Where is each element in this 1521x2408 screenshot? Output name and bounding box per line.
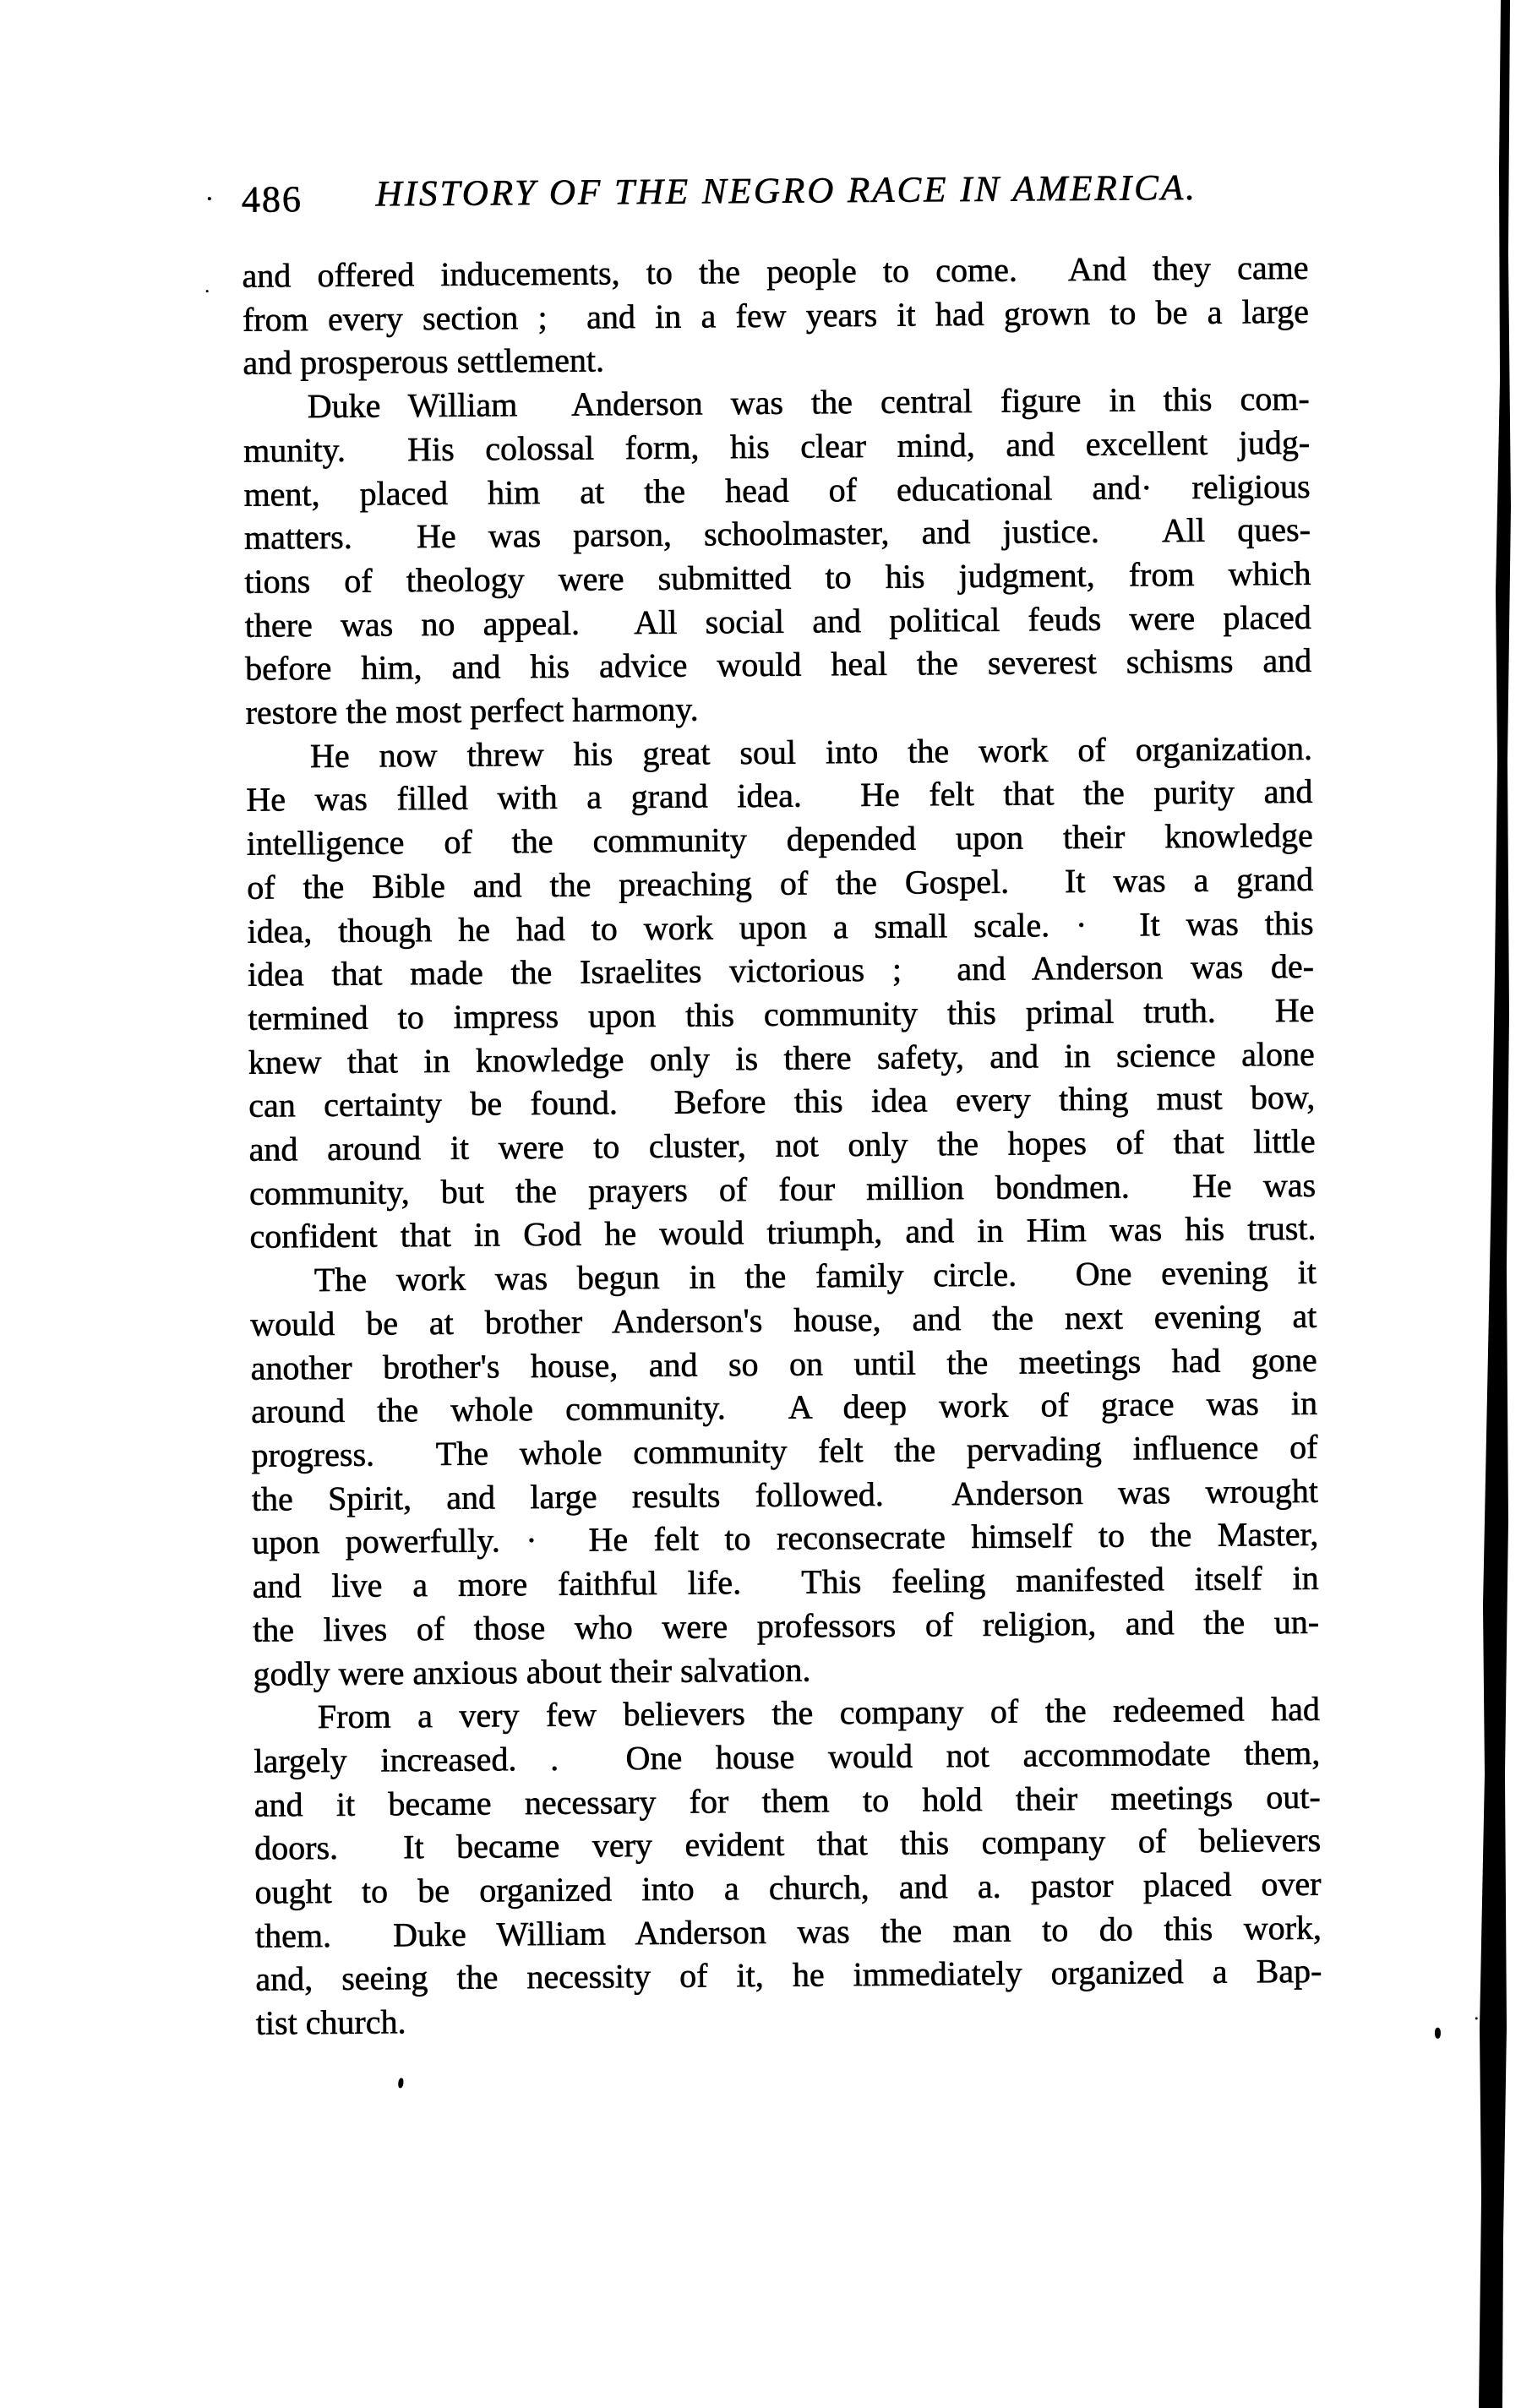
text-line: doors. It became very evident that this company of believers	[254, 1821, 1322, 1868]
text-line: intelligence of the community depended upon their knowledge	[246, 815, 1313, 863]
text-line: From a very few believers the company of the redeemed had	[317, 1690, 1321, 1736]
text-line: progress. The whole community felt the pervading influence of	[251, 1427, 1318, 1474]
text-line: godly were anxious about their salvation.	[253, 1650, 811, 1693]
text-line: matters. He was parson, schoolmaster, and justice. All ques-	[243, 510, 1311, 557]
text-line: munity. His colossal form, his clear mind, and excellent judg-	[243, 422, 1311, 470]
ink-speck	[206, 290, 209, 292]
text-line: upon powerfully. · He felt to reconsecrate himself to the Master,	[252, 1515, 1319, 1562]
page-number: 486	[241, 178, 303, 221]
text-line: can certainty be found. Before this idea every thing must bow,	[248, 1078, 1316, 1125]
ink-speck	[1435, 2028, 1441, 2039]
body-text	[242, 246, 1322, 2046]
text-line: The work was begun in the family circle. One evening it	[313, 1253, 1317, 1299]
paragraph	[254, 1687, 1322, 2046]
text-line: community, but the prayers of four million bondmen. He was	[248, 1165, 1317, 1212]
text-line: largely increased. . One house would not accommodate them,	[254, 1733, 1321, 1780]
running-title: HISTORY OF THE NEGRO RACE IN AMERICA.	[375, 167, 1198, 215]
ink-speck	[208, 197, 211, 200]
text-line: knew that in knowledge only is there safety, and in science alone	[248, 1034, 1315, 1081]
text-line: from every section ; and in a few years it had grown to be a large	[242, 291, 1310, 339]
text-line: idea that made the Israelites victorious ; and Anderson was de-	[247, 947, 1315, 994]
text-line: and, seeing the necessity of it, he immediately organized a Bap-	[255, 1952, 1322, 1999]
paragraph	[246, 727, 1317, 1259]
text-line: and around it were to cluster, not only the hopes of that little	[248, 1121, 1316, 1169]
paragraph	[243, 377, 1312, 735]
text-line: and it became necessary for them to hold their meetings out-	[254, 1777, 1321, 1824]
paragraph	[242, 246, 1309, 385]
text-line: there was no appeal. All social and political feuds were placed	[244, 597, 1311, 645]
text-line: and prosperous settlement.	[243, 340, 605, 383]
text-line: idea, though he had to work upon a small scale. · It was this	[247, 903, 1314, 951]
page-header	[242, 166, 1308, 226]
text-line: ought to be organized into a church, and a. pastor placed over	[254, 1864, 1322, 1911]
text-line: termined to impress upon this community this primal truth. He	[248, 990, 1315, 1038]
ink-speck	[1475, 2017, 1478, 2019]
ink-speck	[398, 2078, 405, 2089]
text-line: confident that in God he would triumph, and in Him was his trust.	[249, 1209, 1317, 1256]
text-line: of the Bible and the preaching of the Gospel. It was a grand	[247, 859, 1314, 907]
text-line: them. Duke William Anderson was the man to do this work,	[254, 1908, 1322, 1955]
text-line: He now threw his great soul into the work of organization.	[309, 728, 1313, 775]
text-line: the Spirit, and large results followed. Anderson was wrought	[251, 1471, 1319, 1518]
text-line: and live a more faithful life. This feeling manifested itself in	[252, 1558, 1319, 1605]
text-line: around the whole community. A deep work of grace was in	[250, 1384, 1318, 1431]
text-line: and offered inducements, to the people to come. And they came	[242, 248, 1309, 295]
text-line: restore the most perfect harmony.	[245, 689, 699, 732]
text-line: He was filled with a grand idea. He felt that the purity and	[246, 772, 1313, 820]
text-line: would be at brother Anderson's house, and the next evening at	[250, 1296, 1317, 1343]
text-line: another brother's house, and so on until the meetings had gone	[250, 1340, 1317, 1387]
text-line: ment, placed him at the head of educational and· religious	[243, 466, 1311, 514]
text-line: tist church.	[255, 2002, 406, 2042]
text-line: the lives of those who were professors of religion, and the un-	[252, 1602, 1320, 1649]
paragraph	[250, 1250, 1320, 1696]
text-line: Duke William Anderson was the central figure in this com-	[307, 379, 1310, 426]
text-line: tions of theology were submitted to his judgment, from which	[244, 553, 1311, 601]
text-line: before him, and his advice would heal the severest schisms and	[245, 641, 1312, 689]
